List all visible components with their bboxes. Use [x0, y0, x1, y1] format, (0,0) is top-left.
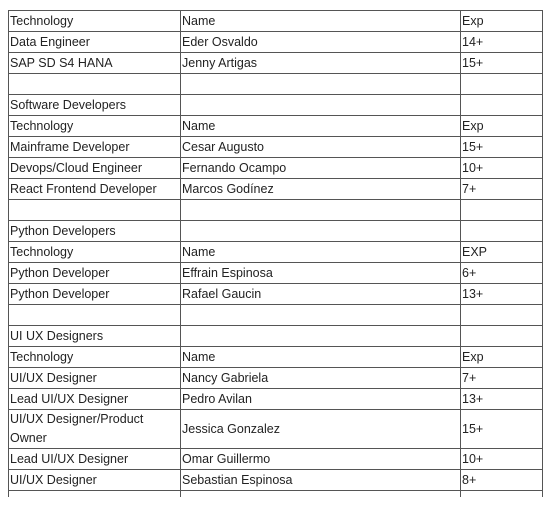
technology-cell: Lead UI/UX Designer	[9, 449, 181, 470]
name-cell: Marcos Godínez	[181, 179, 461, 200]
name-cell: Sebastian Espinosa	[181, 470, 461, 491]
technology-cell: Technology	[9, 347, 181, 368]
name-cell	[181, 74, 461, 95]
exp-cell	[461, 221, 543, 242]
exp-cell	[461, 200, 543, 221]
section-header-row	[9, 326, 543, 347]
table-row	[9, 242, 543, 263]
technology-cell: Lead UI/UX Designer	[9, 389, 181, 410]
name-cell: Jenny Artigas	[181, 53, 461, 74]
technology-cell: Data Engineer	[9, 32, 181, 53]
technology-cell: UI/UX Designer/Product Owner	[9, 410, 181, 449]
technology-cell: SAP SD S4 HANA	[9, 53, 181, 74]
name-cell: Omar Guillermo	[181, 449, 461, 470]
name-cell	[181, 95, 461, 116]
exp-cell: 15+	[461, 137, 543, 158]
name-cell: Nancy Gabriela	[181, 368, 461, 389]
partial-row	[9, 491, 543, 498]
name-cell: Eder Osvaldo	[181, 32, 461, 53]
name-cell	[181, 491, 461, 498]
table-row	[9, 263, 543, 284]
exp-cell	[461, 95, 543, 116]
table-row	[9, 158, 543, 179]
technology-cell	[9, 74, 181, 95]
exp-cell: 13+	[461, 389, 543, 410]
exp-cell: 14+	[461, 32, 543, 53]
table-row	[9, 137, 543, 158]
section-title-cell: UI UX Designers	[9, 326, 181, 347]
spacer-row	[9, 74, 543, 95]
name-cell: Fernando Ocampo	[181, 158, 461, 179]
name-cell: Name	[181, 11, 461, 32]
technology-cell	[9, 200, 181, 221]
exp-cell: Exp	[461, 347, 543, 368]
technology-cell: Technology	[9, 11, 181, 32]
name-cell: Name	[181, 242, 461, 263]
technology-cell: UI/UX Designer	[9, 368, 181, 389]
section-title-cell: Python Developers	[9, 221, 181, 242]
name-cell: Name	[181, 116, 461, 137]
table-row	[9, 11, 543, 32]
exp-cell: 10+	[461, 158, 543, 179]
section-header-row	[9, 95, 543, 116]
spacer-row	[9, 305, 543, 326]
exp-cell: 7+	[461, 179, 543, 200]
exp-cell: 7+	[461, 368, 543, 389]
technology-cell	[9, 491, 181, 498]
name-cell	[181, 326, 461, 347]
exp-cell	[461, 326, 543, 347]
table-row	[9, 470, 543, 491]
table-row	[9, 347, 543, 368]
technology-cell	[9, 305, 181, 326]
technology-cell: Python Developer	[9, 263, 181, 284]
exp-cell: 13+	[461, 284, 543, 305]
name-cell: Name	[181, 347, 461, 368]
table-row	[9, 449, 543, 470]
technology-cell: Devops/Cloud Engineer	[9, 158, 181, 179]
spacer-row	[9, 200, 543, 221]
technology-cell: Technology	[9, 242, 181, 263]
table-row	[9, 284, 543, 305]
name-cell: Cesar Augusto	[181, 137, 461, 158]
table-row	[9, 410, 543, 449]
technology-cell: UI/UX Designer	[9, 470, 181, 491]
name-cell: Pedro Avilan	[181, 389, 461, 410]
name-cell	[181, 200, 461, 221]
table-row	[9, 53, 543, 74]
exp-cell	[461, 74, 543, 95]
candidates-table-body	[9, 11, 543, 498]
technology-cell: Mainframe Developer	[9, 137, 181, 158]
exp-cell: 8+	[461, 470, 543, 491]
exp-cell	[461, 305, 543, 326]
technology-cell: React Frontend Developer	[9, 179, 181, 200]
name-cell: Effrain Espinosa	[181, 263, 461, 284]
table-row	[9, 179, 543, 200]
name-cell	[181, 305, 461, 326]
candidates-table	[8, 10, 543, 497]
exp-cell: Exp	[461, 11, 543, 32]
exp-cell: EXP	[461, 242, 543, 263]
table-row	[9, 368, 543, 389]
technology-cell: Python Developer	[9, 284, 181, 305]
table-row	[9, 116, 543, 137]
section-header-row	[9, 221, 543, 242]
table-row	[9, 389, 543, 410]
exp-cell: Exp	[461, 116, 543, 137]
exp-cell: 6+	[461, 263, 543, 284]
technology-cell: Technology	[9, 116, 181, 137]
exp-cell: 15+	[461, 53, 543, 74]
section-title-cell: Software Developers	[9, 95, 181, 116]
exp-cell: 10+	[461, 449, 543, 470]
exp-cell: 15+	[461, 410, 543, 449]
name-cell: Rafael Gaucin	[181, 284, 461, 305]
exp-cell	[461, 491, 543, 498]
name-cell	[181, 221, 461, 242]
table-row	[9, 32, 543, 53]
name-cell: Jessica Gonzalez	[181, 410, 461, 449]
